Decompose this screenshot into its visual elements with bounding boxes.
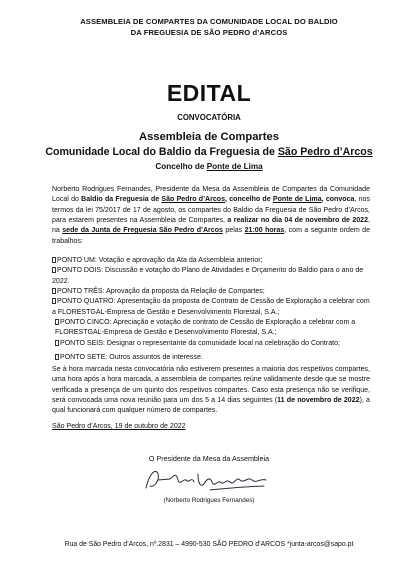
intro-text-3: , na xyxy=(52,217,370,235)
letterhead xyxy=(0,16,418,38)
agenda-item-text: PONTO TRÊS: Aprovação da proposta da Relação de Compartes; xyxy=(57,288,265,296)
county-title-text: Concelho de xyxy=(155,162,207,171)
checkbox-glyph-icon xyxy=(52,298,56,304)
footer-address: Rua de São Pedro d’Arcos, nº.2831 – 4990-530 SÃO PEDRO d’ARCOS *junta-arcos@sapo.pt xyxy=(64,541,354,548)
community-title xyxy=(0,146,418,158)
intro-meeting-date: a realizar no dia 04 de novembro de 2022 xyxy=(227,217,369,225)
agenda-item-5 xyxy=(52,318,370,339)
intro-bold-concelho: , concelho de xyxy=(225,196,273,204)
checkbox-glyph-icon xyxy=(52,267,56,273)
agenda-item-1 xyxy=(52,256,370,266)
quorum-second-date: 11 de novembro de 2022 xyxy=(277,397,360,405)
intro-venue: sede da Junta de Freguesia São Pedro d’Arcos xyxy=(62,227,223,235)
agenda-item-2 xyxy=(52,266,370,287)
intro-text-1: Norberto Rodrigues Fernandes, Presidente da Mesa da Assembleia de Compartes da Comunidade Local do xyxy=(52,186,370,204)
agenda-item-text: PONTO SEIS: Designar o representante da comunidade local na celebração do Contrato; xyxy=(60,339,340,347)
intro-text-5: , com a seguinte ordem de trabalhos: xyxy=(52,227,371,245)
agenda-item-3 xyxy=(52,287,370,297)
agenda-item-text: PONTO DOIS: Discussão e votação do Plano de Atividades e Orçamento do Baldio para o ano de 2022. xyxy=(52,267,364,285)
quorum-text-1: Se à hora marcada nesta convocatória não estiverem presentes a maioria dos respetivos compartes, uma hora após a hora marcada, a assembleia de compartes reúne validamente desde que se mostre verificada a presença de um quinto dos respetivos compartes. Caso esta presença não se verifique, será convocada uma nova reunião para um dos 5 a 14 dias seguintes ( xyxy=(52,366,370,405)
letterhead-line-1: ASSEMBLEIA DE COMPARTES DA COMUNIDADE LOCAL DO BALDIO xyxy=(80,17,338,26)
agenda-item-text: PONTO UM: Votação e aprovação da Ata da Assembleia anterior; xyxy=(57,257,263,264)
community-title-parish: São Pedro d’Arcos xyxy=(277,146,373,158)
checkbox-glyph-icon xyxy=(55,319,59,325)
quorum-paragraph xyxy=(52,365,370,417)
county-title xyxy=(0,162,418,171)
document-title: EDITAL xyxy=(166,80,252,106)
checkbox-glyph-icon xyxy=(55,340,59,346)
president-title: O Presidente da Mesa da Assembleia xyxy=(148,454,270,463)
agenda-item-text: PONTO CINCO: Apreciação e votação de contrato de Cessão de Exploração a celebrar com a FLORESTGAL-Empresa de Gestão e Desenvolvimento Florestal, S.A.; xyxy=(55,319,356,337)
checkbox-glyph-icon xyxy=(55,354,59,360)
intro-text-2: , nos termos da lei 75/2017 de 17 de agosto, os compartes do Baldio da Freguesia de São Pedro d’Arcos, para estarem presentes na Assembleia de Compartes, xyxy=(52,196,370,225)
place-and-date xyxy=(52,423,186,430)
agenda-item-7 xyxy=(52,353,370,363)
agenda-item-text: PONTO QUATRO: Apresentação da proposta de Contrato de Cessão de Exploração a celebrar com a FLORESTGAL-Empresa de Gestão e Desenvolvimento Florestal, S.A.; xyxy=(52,298,370,316)
handwritten-signature xyxy=(140,462,280,498)
checkbox-glyph-icon xyxy=(52,288,56,294)
checkbox-glyph-icon xyxy=(52,257,56,263)
agenda-item-text: PONTO SETE: Outros assuntos de interesse. xyxy=(60,354,203,362)
community-title-text: Comunidade Local do Baldio da Freguesia de xyxy=(45,146,278,158)
intro-meeting-time: 21:00 horas xyxy=(244,227,285,235)
document-subtitle: CONVOCATÓRIA xyxy=(177,113,241,122)
county-title-name: Ponte de Lima xyxy=(206,162,263,171)
agenda-item-6 xyxy=(52,339,370,349)
agenda-list xyxy=(52,256,370,363)
intro-convoca: , convoca xyxy=(321,196,355,204)
intro-parish: São Pedro d’Arcos xyxy=(161,196,226,204)
intro-county: Ponte de Lima xyxy=(272,196,322,204)
signatory-name: (Norberto Rodrigues Fernandes) xyxy=(163,497,255,504)
agenda-item-4 xyxy=(52,297,370,318)
letterhead-line-2: DA FREGUESIA DE SÃO PEDRO d’ARCOS xyxy=(130,28,288,37)
signature-drawing xyxy=(140,462,280,498)
assembly-title: Assembleia de Compartes xyxy=(139,131,279,143)
intro-text-4: pelas xyxy=(222,227,245,235)
quorum-text-2: ), a qual funcionará com qualquer número de compartes. xyxy=(52,397,370,415)
intro-paragraph xyxy=(52,185,370,247)
place-and-date-text: São Pedro d’Arcos, 19 de outubro de 2022 xyxy=(52,423,186,430)
intro-bold-baldio: Baldio da Freguesia de xyxy=(81,196,162,204)
